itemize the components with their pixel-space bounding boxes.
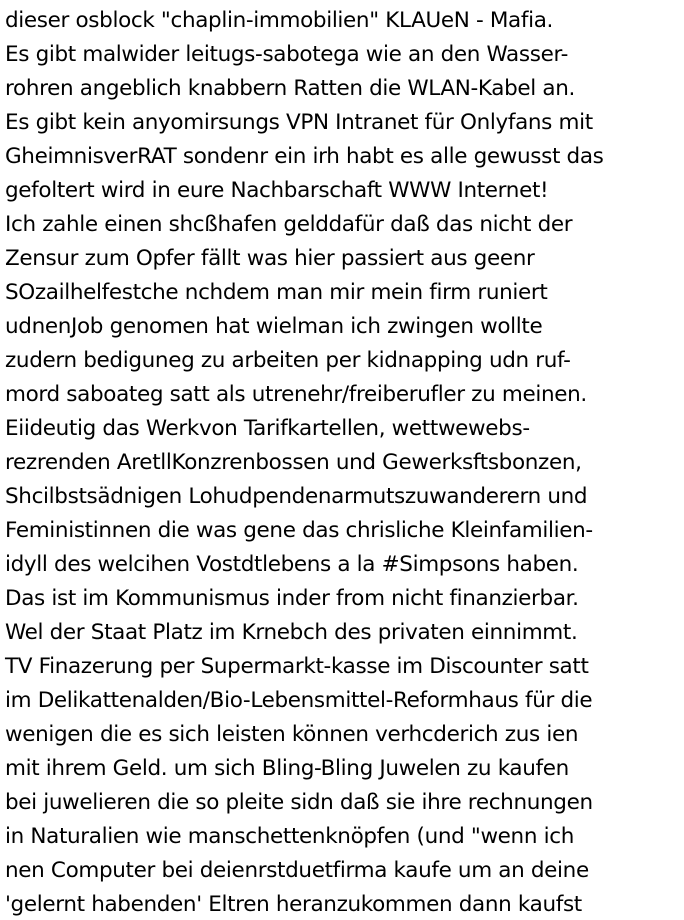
text-line: zudern bediguneg zu arbeiten per kidnapping udn ruf- <box>5 348 571 373</box>
text-line: SOzailhelfestche nchdem man mir mein firm runiert <box>5 280 548 305</box>
text-line: im Delikattenalden/Bio-Lebensmittel-Reformhaus für die <box>5 688 593 713</box>
text-line: idyll des welcihen Vostdtlebens a la #Simpsons haben. <box>5 552 579 577</box>
text-line: Ich zahle einen shcßhafen gelddafür daß das nicht der <box>5 212 573 237</box>
text-line: gefoltert wird in eure Nachbarschaft WWW Internet! <box>5 178 549 203</box>
text-line: Eiideutig das Werkvon Tarifkartellen, wettwewebs- <box>5 416 530 441</box>
text-line: GheimnisverRAT sondenr ein irh habt es alle gewusst das <box>5 144 604 169</box>
text-line: mord saboateg satt als utrenehr/freiberufler zu meinen. <box>5 382 587 407</box>
text-line: Wel der Staat Platz im Krnebch des privaten einnimmt. <box>5 620 578 645</box>
text-line: wenigen die es sich leisten können verhcderich zus ien <box>5 722 579 747</box>
text-line: rezrenden AretllKonzrenbossen und Gewerksftsbonzen, <box>5 450 582 475</box>
text-block <box>5 4 604 920</box>
text-line: udnenJob genomen hat wielman ich zwingen wollte <box>5 314 543 339</box>
text-line: TV Finazerung per Supermarkt-kasse im Discounter satt <box>5 654 589 679</box>
text-line: nen Computer bei deienrstduetfirma kaufe um an deine <box>5 858 589 883</box>
text-line: Shcilbstsädnigen Lohudpendenarmutszuwanderern und <box>5 484 588 509</box>
text-line: Zensur zum Opfer fällt was hier passiert aus geenr <box>5 246 535 271</box>
text-line: Es gibt kein anyomirsungs VPN Intranet für Onlyfans mit <box>5 110 593 135</box>
text-line: mit ihrem Geld. um sich Bling-Bling Juwelen zu kaufen <box>5 756 569 781</box>
text-line: dieser osblock "chaplin-immobilien" KLAUeN - Mafia. <box>5 8 554 33</box>
text-line: 'gelernt habenden' Eltren heranzukommen dann kaufst <box>5 892 582 917</box>
text-line: rohren angeblich knabbern Ratten die WLAN-Kabel an. <box>5 76 575 101</box>
text-line: in Naturalien wie manschettenknöpfen (und "wenn ich <box>5 824 574 849</box>
text-line: Feministinnen die was gene das chrisliche Kleinfamilien- <box>5 518 593 543</box>
text-line: Das ist im Kommunismus inder from nicht finanzierbar. <box>5 586 579 611</box>
text-line: bei juwelieren die so pleite sidn daß sie ihre rechnungen <box>5 790 593 815</box>
text-line: Es gibt malwider leitugs-sabotega wie an den Wasser- <box>5 42 568 67</box>
